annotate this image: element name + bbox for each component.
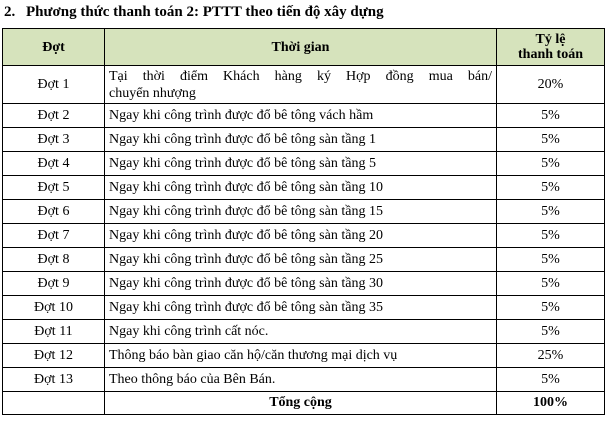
period-cell: Đợt 5 xyxy=(3,176,105,200)
header-rate-line2: thanh toán xyxy=(518,47,583,62)
period-cell: Đợt 11 xyxy=(3,320,105,344)
time-line2: chuyển nhượng xyxy=(109,85,196,101)
period-cell: Đợt 13 xyxy=(3,368,105,392)
table-row xyxy=(3,272,605,296)
period-cell: Đợt 6 xyxy=(3,200,105,224)
period-cell: Đợt 10 xyxy=(3,296,105,320)
total-label: Tổng cộng xyxy=(105,392,497,415)
section-number: 2. xyxy=(4,4,16,20)
table-row xyxy=(3,152,605,176)
rate-cell: 20% xyxy=(497,66,605,104)
table-row xyxy=(3,344,605,368)
time-cell: Ngay khi công trình được đổ bê tông sàn tầng 1 xyxy=(105,128,497,152)
time-line1: Tại thời điểm Khách hàng ký Hợp đồng mua bán/ xyxy=(109,68,492,84)
table-row xyxy=(3,224,605,248)
time-cell xyxy=(105,66,497,104)
table-row xyxy=(3,248,605,272)
section-heading xyxy=(4,2,384,24)
time-cell: Ngay khi công trình được đổ bê tông sàn tầng 15 xyxy=(105,200,497,224)
time-cell: Ngay khi công trình được đổ bê tông sàn tầng 35 xyxy=(105,296,497,320)
header-rate-line1: Tỷ lệ xyxy=(535,32,566,47)
table-row xyxy=(3,176,605,200)
rate-cell: 5% xyxy=(497,176,605,200)
rate-cell: 5% xyxy=(497,296,605,320)
section-title: Phương thức thanh toán 2: PTTT theo tiến độ xây dựng xyxy=(26,4,384,20)
period-cell: Đợt 1 xyxy=(3,66,105,104)
table-row xyxy=(3,296,605,320)
period-cell: Đợt 4 xyxy=(3,152,105,176)
time-cell: Theo thông báo của Bên Bán. xyxy=(105,368,497,392)
rate-cell: 5% xyxy=(497,368,605,392)
time-cell: Ngay khi công trình được đổ bê tông sàn tầng 10 xyxy=(105,176,497,200)
table-row xyxy=(3,128,605,152)
table-row xyxy=(3,66,605,104)
time-cell: Ngay khi công trình được đổ bê tông sàn tầng 30 xyxy=(105,272,497,296)
payment-schedule-table xyxy=(2,28,605,415)
header-period: Đợt xyxy=(3,29,105,66)
rate-cell: 5% xyxy=(497,248,605,272)
header-time: Thời gian xyxy=(105,29,497,66)
period-cell: Đợt 3 xyxy=(3,128,105,152)
rate-cell: 25% xyxy=(497,344,605,368)
rate-cell: 5% xyxy=(497,320,605,344)
total-rate: 100% xyxy=(497,392,605,415)
header-rate xyxy=(497,29,605,66)
table-row xyxy=(3,320,605,344)
rate-cell: 5% xyxy=(497,152,605,176)
time-cell: Ngay khi công trình được đổ bê tông sàn tầng 5 xyxy=(105,152,497,176)
total-row xyxy=(3,392,605,415)
rate-cell: 5% xyxy=(497,272,605,296)
table-header-row xyxy=(3,29,605,66)
total-empty-cell xyxy=(3,392,105,415)
time-cell: Thông báo bàn giao căn hộ/căn thương mại dịch vụ xyxy=(105,344,497,368)
rate-cell: 5% xyxy=(497,224,605,248)
period-cell: Đợt 7 xyxy=(3,224,105,248)
rate-cell: 5% xyxy=(497,104,605,128)
time-cell: Ngay khi công trình được đổ bê tông sàn tầng 25 xyxy=(105,248,497,272)
table-row xyxy=(3,368,605,392)
period-cell: Đợt 8 xyxy=(3,248,105,272)
time-cell: Ngay khi công trình được đổ bê tông sàn tầng 20 xyxy=(105,224,497,248)
period-cell: Đợt 9 xyxy=(3,272,105,296)
rate-cell: 5% xyxy=(497,128,605,152)
rate-cell: 5% xyxy=(497,200,605,224)
table-row xyxy=(3,200,605,224)
table-row xyxy=(3,104,605,128)
time-cell: Ngay khi công trình được đổ bê tông vách hầm xyxy=(105,104,497,128)
time-cell: Ngay khi công trình cất nóc. xyxy=(105,320,497,344)
period-cell: Đợt 12 xyxy=(3,344,105,368)
period-cell: Đợt 2 xyxy=(3,104,105,128)
